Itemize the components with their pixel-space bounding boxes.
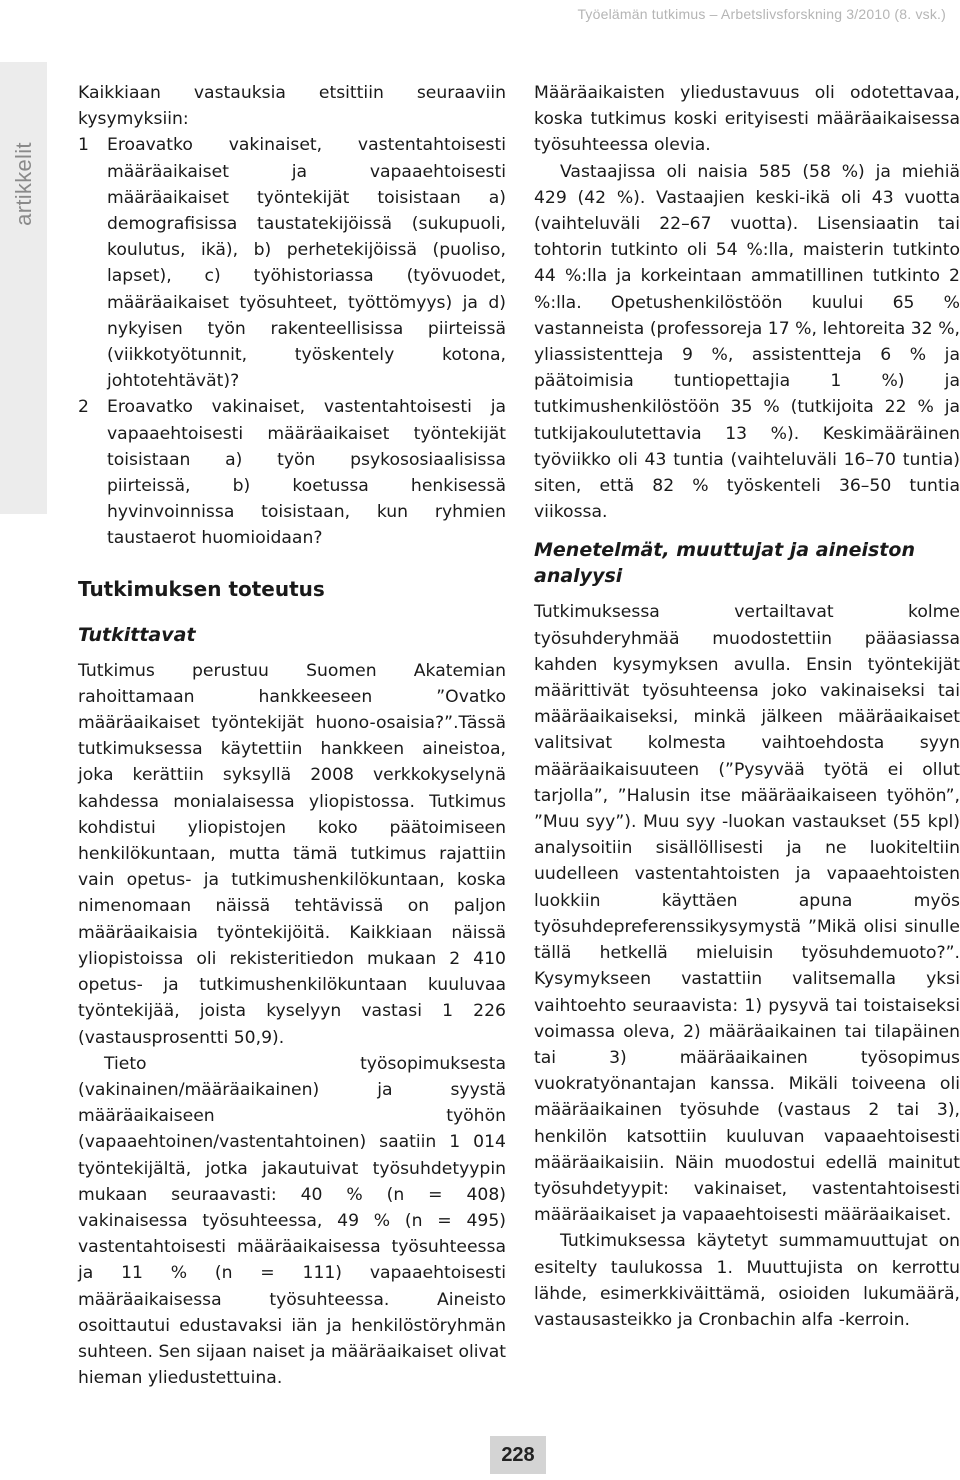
body-paragraph: Määräaikaisten yliedustavuus oli odotettavaa, koska tutkimus koski erityisesti määräaikaisessa työsuhteessa olevia. bbox=[534, 83, 960, 156]
body-paragraph: Vastaajissa oli naisia 585 (58 %) ja miehiä 429 (42 %). Vastaajien keski-ikä oli 43 vuotta (vaihteluväli 22–67 vuotta). Lisensiaatin tai tohtorin tutkinto oli 54 %:lla, maisterin tutkinto 44 %:lla ja korkeintaan ammatillinen tutkinto 2 %:lla. Opetushenkilöstöön kuului 65 % vastanneista (professoreja 17 %, lehtoreita 32 %, yliassistentteja 9 %, assistentteja 6 % ja päätoimisia tuntiopettajia 1 %) ja tutkimushenkilöstöön 35 % (tutkijoita 22 % ja tutkijakoulutettavia 13 %). Keskimääräinen työviikko oli 43 tuntia (vaihteluväli 16–70 tuntia) siten, että 82 % työskenteli 36–50 tuntia viikossa. bbox=[534, 161, 960, 523]
subsection-heading: Tutkittavat bbox=[78, 623, 196, 646]
research-question-item bbox=[78, 132, 506, 394]
right-column bbox=[534, 80, 960, 1333]
question-text: Eroavatko vakinaiset, vastentahtoisesti ja vapaaehtoisesti määräaikaiset työntekijät toisistaan a) työn psykososiaalisissa piirteissä, b) koetussa henkisessä hyvinvoinnissa toisistaan, kun ryhmien taustaerot huomioidaan? bbox=[107, 397, 506, 549]
page-number: 228 bbox=[490, 1436, 546, 1474]
research-questions-list bbox=[78, 132, 506, 551]
body-paragraph: Tutkimus perustuu Suomen Akatemian rahoittamaan hankkeeseen ”Ovatko määräaikaiset työntekijät huono-osaisia?”.Tässä tutkimuksessa käytettiin hankkeen aineistoa, joka kerättiin syksyllä 2008 verkkokyselynä kahdessa monialaisessa yliopistossa. Tutkimus kohdistui yliopistojen koko päätoimiseen henkilökuntaan, mutta tämä tutkimus rajattiin vain opetus- ja tutkimushenkilökuntaan, koska nimenomaan näissä tehtävissä on paljon määräaikaisia työntekijöitä. Kaikkiaan näissä yliopistoissa oli rekisteritiedon mukaan 2 410 opetus- ja tutkimushenkilökuntaan kuuluvaa työntekijää, joista kyselyyn vastasi 1 226 (vastausprosentti 50,9). bbox=[78, 660, 506, 1048]
question-number: 1 bbox=[78, 135, 89, 156]
questions-intro: Kaikkiaan vastauksia etsittiin seuraaviin kysymyksiin: bbox=[78, 83, 506, 130]
research-question-item bbox=[78, 394, 506, 551]
body-paragraph: Tieto työsopimuksesta (vakinainen/määräaikainen) ja syystä määräaikaiseen työhön (vapaaehtoinen/vastentahtoinen) saatiin 1 014 työntekijältä, jotka jakautuivat työsuhdetyypin mukaan seuraavasti: 40 % (n = 408) vakinaisessa työsuhteessa, 49 % (n = 495) vastentahtoisesti määräaikaisessa työsuhteessa ja 11 % (n = 111) vapaaehtoisesti määräaikaisessa työsuhteessa. Aineisto osoittautui edustavaksi iän ja henkilöstöryhmän suhteen. Sen sijaan naiset ja määräaikaiset olivat hieman yliedustettuina. bbox=[78, 1053, 506, 1389]
question-text: Eroavatko vakinaiset, vastentahtoisesti määräaikaiset ja vapaaehtoisesti määräaikaiset työntekijät toisistaan a) demografisissa taustatekijöissä (sukupuoli, koulutus, ikä), b) perhetekijöissä (puoliso, lapset), c) työhistoriassa (työvuodet, määräaikaiset työsuhteet, työttömyys) ja d) nykyisen työn rakenteellisissa piirteissä (viikkotyötunnit, työskentely kotona, johtotehtävät)? bbox=[107, 135, 506, 392]
body-paragraph: Tutkimuksessa vertailtavat kolme työsuhderyhmää muodostettiin pääasiassa kahden kysymyksen avulla. Ensin työntekijät määrittivät työsuhteensa joko vakinaiseksi tai määräaikaiseksi, minkä jälkeen määräaikaiset valitsivat kolmesta vaihtoehdosta syyn määräaikaisuuteen (”Pysyvää työtä ei ollut tarjolla”, ”Halusin itse määräaikaiseen työhön”, ”Muu syy”). Muu syy -luokan vastaukset (55 kpl) analysoitiin sisällöllisesti ja ne luokiteltiin uudelleen vastentahtoisten ja vapaaehtoisten luokkiin käyttäen apuna myös työsuhdepreferenssikysymystä ”Mikä olisi sinulle tällä hetkellä mieluisin työsuhdemuoto?”. Kysymykseen vastattiin valitsemalla yksi vaihtoehto seuraavista: 1) pysyvä tai toistaiseksi voimassa oleva, 2) määräaikainen tai tilapäinen tai 3) määräaikainen työsopimus vuokratyönantajan kanssa. Mikäli toiveena oli määräaikainen työsuhde (vastaus 2 tai 3), henkilön katsottiin kuuluvan vapaaehtoisesti määräaikaisiin. Näin muodostui edellä mainitut työsuhdetyypit: vakinaiset, vastentahtoisesti määräaikaiset ja vapaaehtoisesti määräaikaiset. bbox=[534, 602, 960, 1226]
section-heading: Tutkimuksen toteutus bbox=[78, 576, 325, 601]
section-side-tab bbox=[0, 62, 47, 514]
subsection-heading: Menetelmät, muuttujat ja aineiston analyysi bbox=[534, 539, 915, 588]
running-header: Työelämän tutkimus – Arbetslivsforskning 3/2010 (8. vsk.) bbox=[577, 6, 946, 22]
left-column bbox=[78, 80, 506, 1391]
question-number: 2 bbox=[78, 397, 89, 418]
side-tab-label: artikkelit bbox=[11, 142, 36, 226]
body-paragraph: Tutkimuksessa käytetyt summamuuttujat on esitelty taulukossa 1. Muuttujista on kerrottu lähde, esimerkkiväittämä, osioiden lukumäärä, vastausasteikko ja Cronbachin alfa -kerroin. bbox=[534, 1231, 960, 1330]
